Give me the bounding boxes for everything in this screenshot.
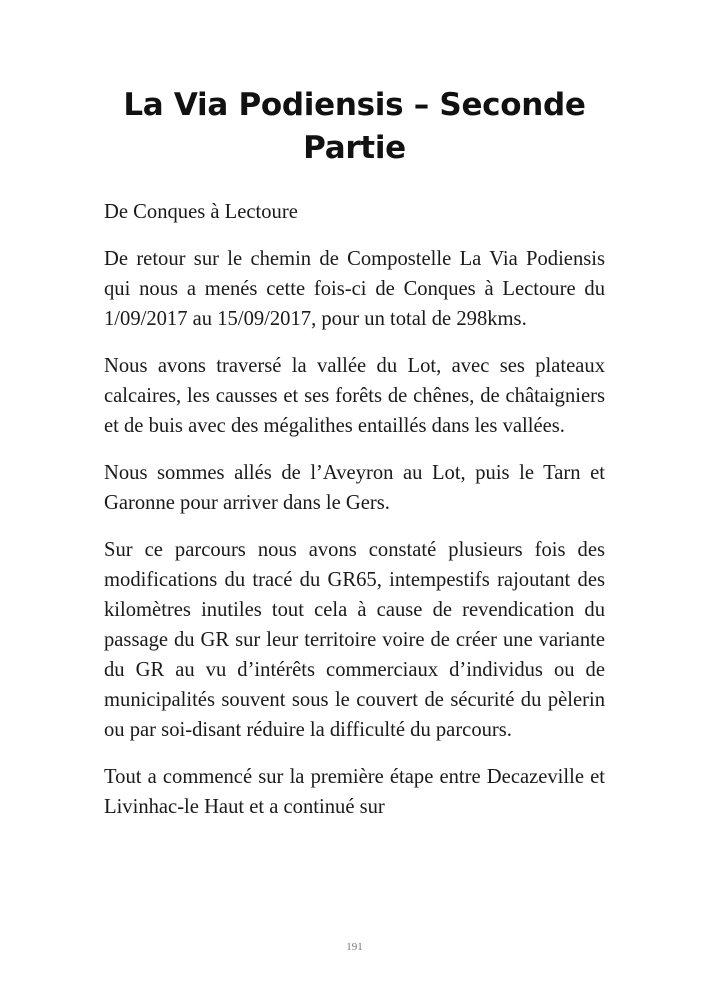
- page-number: 191: [346, 941, 363, 953]
- chapter-title: La Via Podiensis – Seconde Partie: [123, 87, 586, 166]
- paragraph-regions: Nous sommes allés de l’Aveyron au Lot, puis le Tarn et Garonne pour arriver dans le Gers.: [104, 462, 605, 514]
- paragraph-route-changes: Sur ce parcours nous avons constaté plusieurs fois des modifications du tracé du GR65, intempestifs rajoutant des kilomètres inutiles tout cela à cause de revendication du passage du GR sur leur territoire voire de créer une variante du GR au vu d’intérêts commerciaux d’individus ou de municipalités souvent sous le couvert de sécurité du pèlerin ou par soi-disant réduire la difficulté du parcours.: [104, 539, 605, 741]
- paragraph-landscape: Nous avons traversé la vallée du Lot, avec ses plateaux calcaires, les causses et ses forêts de chênes, de châtaigniers et de buis avec des mégalithes entaillés dans les vallées.: [104, 355, 605, 437]
- chapter-subtitle: De Conques à Lectoure: [104, 201, 298, 223]
- paragraph-intro: De retour sur le chemin de Compostelle La Via Podiensis qui nous a menés cette fois-ci de Conques à Lectoure du 1/09/2017 au 15/09/2017, pour un total de 298kms.: [104, 248, 605, 330]
- paragraph-first-stage: Tout a commencé sur la première étape entre Decazeville et Livinhac-le Haut et a continué sur: [104, 766, 605, 818]
- chapter-body: [104, 197, 605, 839]
